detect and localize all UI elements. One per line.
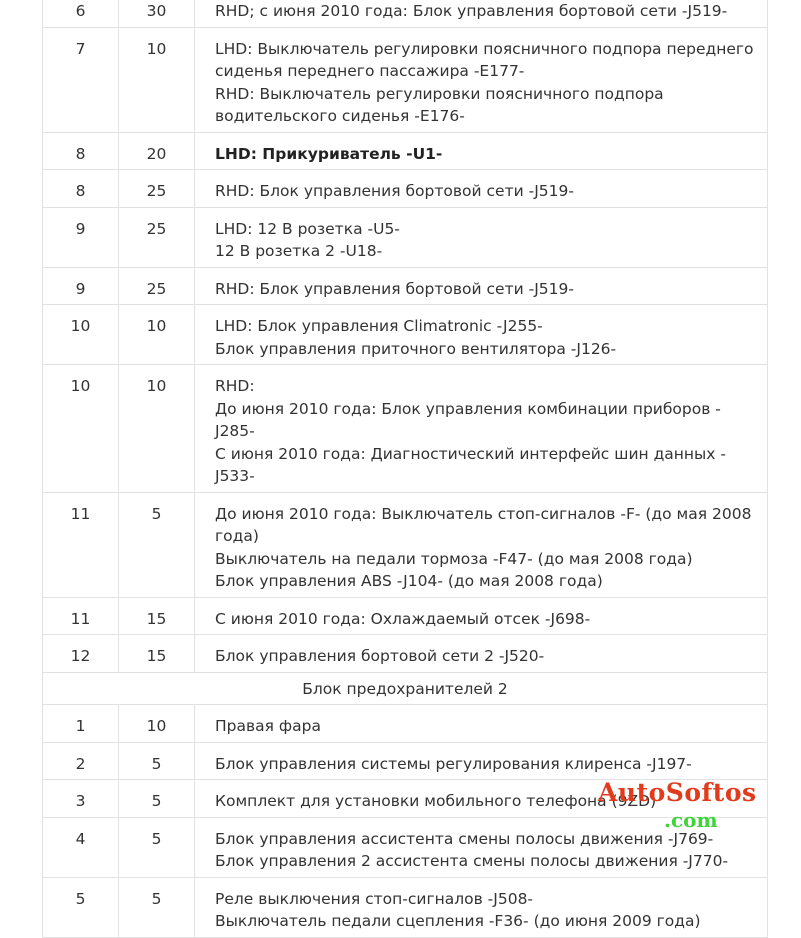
table-row [43, 817, 768, 877]
description-line: года) [215, 527, 259, 545]
table-row [43, 170, 768, 208]
description-line: Блок управления ассистента смены полосы движения -J769- [215, 829, 714, 848]
section-header-row [43, 672, 768, 705]
fuse-number: 11 [43, 492, 119, 597]
section-title: Блок предохранителей 2 [43, 672, 768, 705]
fuse-description [195, 635, 768, 673]
table-row [43, 207, 768, 267]
fuse-description [195, 170, 768, 208]
description-line: сиденья переднего пассажира -E177- [215, 62, 525, 80]
description-line: Блок управления 2 ассистента смены полосы движения -J770- [215, 852, 729, 870]
fuse-description [195, 597, 768, 635]
table-row [43, 705, 768, 743]
fuse-description [195, 305, 768, 365]
description-line: LHD: Прикуриватель -U1- [215, 144, 443, 163]
description-line: RHD: Выключатель регулировки поясничного подпора [215, 84, 664, 103]
table-row [43, 132, 768, 170]
description-line: LHD: Выключатель регулировки поясничного подпора переднего [215, 39, 754, 58]
fuse-amperage: 5 [119, 492, 195, 597]
description-line: Выключатель педали сцепления -F36- (до июня 2009 года) [215, 912, 701, 930]
fuse-amperage: 10 [119, 305, 195, 365]
fuse-description [195, 207, 768, 267]
fuse-amperage: 15 [119, 635, 195, 673]
description-line: Блок управления бортовой сети 2 -J520- [215, 647, 545, 665]
fuse-description [195, 742, 768, 780]
fuse-description [195, 705, 768, 743]
fuse-description [195, 780, 768, 818]
fuse-description [195, 877, 768, 937]
table-row [43, 27, 768, 132]
fuse-amperage: 10 [119, 365, 195, 493]
table-row [43, 365, 768, 493]
fuse-amperage: 5 [119, 877, 195, 937]
fuse-number: 6 [43, 0, 119, 27]
fuse-description [195, 27, 768, 132]
fuse-amperage: 25 [119, 267, 195, 305]
table-row [43, 877, 768, 937]
table-row [43, 742, 768, 780]
fuse-amperage: 30 [119, 0, 195, 27]
fuse-number: 11 [43, 597, 119, 635]
description-line: LHD: Блок управления Climatronic -J255- [215, 317, 543, 335]
fuse-number: 3 [43, 780, 119, 818]
fuse-description [195, 132, 768, 170]
fuse-amperage: 5 [119, 817, 195, 877]
fuse-amperage: 10 [119, 705, 195, 743]
fuse-number: 9 [43, 207, 119, 267]
description-line: 12 В розетка 2 -U18- [215, 242, 383, 260]
watermark-domain: .com [664, 808, 718, 832]
fuse-number: 2 [43, 742, 119, 780]
description-line: RHD: [215, 377, 255, 395]
fuse-amperage: 25 [119, 170, 195, 208]
watermark-text: AutoSoftos [598, 778, 757, 807]
table-row [43, 305, 768, 365]
table-row [43, 597, 768, 635]
fuse-number: 7 [43, 27, 119, 132]
fuse-amperage: 20 [119, 132, 195, 170]
fuse-number: 9 [43, 267, 119, 305]
fuse-description [195, 492, 768, 597]
description-line: Блок управления системы регулирования клиренса -J197- [215, 754, 692, 773]
fuse-number: 8 [43, 170, 119, 208]
description-line: До июня 2010 года: Выключатель стоп-сигналов -F- (до мая 2008 [215, 504, 752, 523]
fuse-amperage: 5 [119, 780, 195, 818]
fuse-amperage: 10 [119, 27, 195, 132]
fuse-description [195, 0, 768, 27]
description-line: С июня 2010 года: Диагностический интерфейс шин данных -J533- [215, 444, 726, 485]
fuse-number: 8 [43, 132, 119, 170]
description-line: RHD: Блок управления бортовой сети -J519- [215, 279, 574, 298]
fuse-number: 4 [43, 817, 119, 877]
description-line: Комплект для установки мобильного телефона (9ZD) [215, 792, 657, 810]
fuse-number: 5 [43, 877, 119, 937]
description-line: RHD; с июня 2010 года: Блок управления бортовой сети -J519- [215, 2, 728, 20]
description-line: С июня 2010 года: Охлаждаемый отсек -J698- [215, 609, 591, 628]
description-line: водительского сиденья -E176- [215, 107, 465, 125]
fuse-description [195, 817, 768, 877]
table-row [43, 267, 768, 305]
description-line: LHD: 12 В розетка -U5- [215, 219, 400, 238]
fuse-number: 10 [43, 305, 119, 365]
fuse-number: 10 [43, 365, 119, 493]
table-row [43, 780, 768, 818]
description-line: Реле выключения стоп-сигналов -J508- [215, 889, 534, 908]
fuse-number: 1 [43, 705, 119, 743]
fuse-amperage: 5 [119, 742, 195, 780]
table-row [43, 635, 768, 673]
fuse-table [42, 0, 768, 938]
description-line: Правая фара [215, 717, 321, 735]
fuse-amperage: 25 [119, 207, 195, 267]
description-line: Блок управления ABS -J104- (до мая 2008 года) [215, 572, 603, 590]
fuse-amperage: 15 [119, 597, 195, 635]
fuse-description [195, 267, 768, 305]
description-line: RHD: Блок управления бортовой сети -J519- [215, 182, 574, 200]
fuse-number: 12 [43, 635, 119, 673]
description-line: До июня 2010 года: Блок управления комбинации приборов -J285- [215, 399, 721, 440]
table-row [43, 492, 768, 597]
description-line: Выключатель на педали тормоза -F47- (до мая 2008 года) [215, 549, 693, 568]
description-line: Блок управления приточного вентилятора -J126- [215, 339, 617, 358]
table-row [43, 0, 768, 27]
fuse-description [195, 365, 768, 493]
